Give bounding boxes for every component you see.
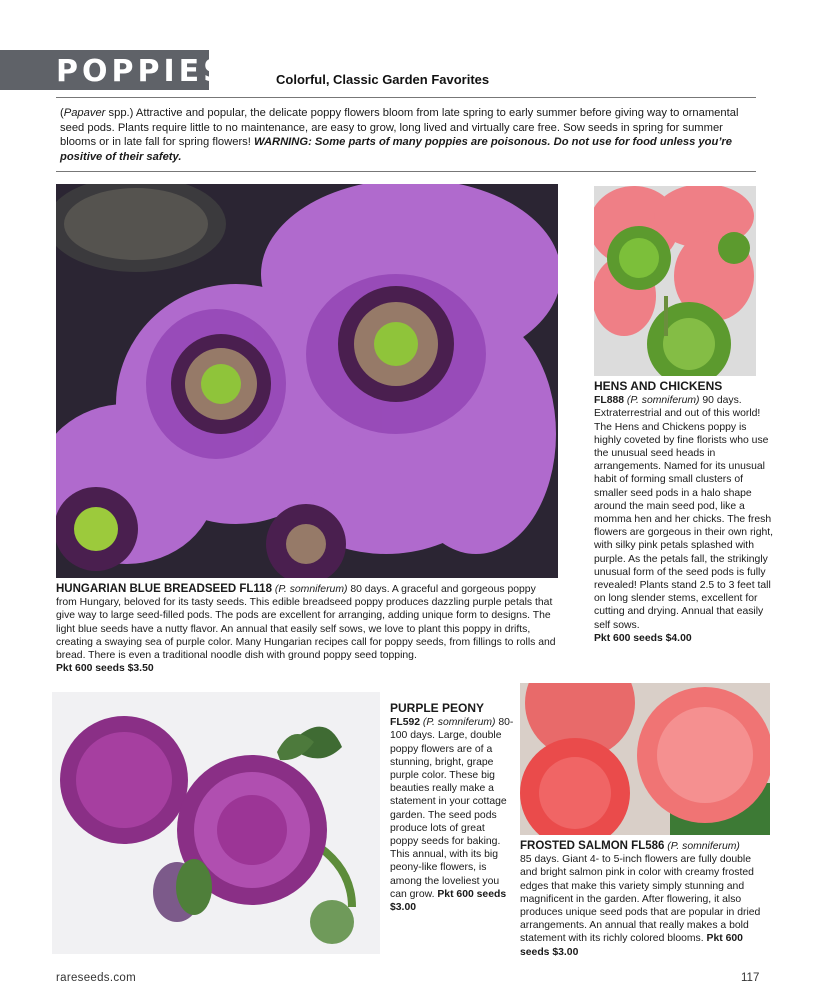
- frosted-salmon-photo: [520, 683, 770, 835]
- frosted-salmon-price: Pkt 600 seeds $3.00: [520, 933, 743, 958]
- hens-description: [594, 380, 774, 645]
- hungarian-text: 80 days. A graceful and gorgeous poppy from Hungary, beloved for its tasty seeds. This edible breadseed poppy produces dazzling purple petals that give way to large seed-filled pods. The pods are excellent for arranging, adding unique form to designs. The light blue seeds have a nutty flavor. An annual that easily self sows, we love to plant this poppy in drifts, creating a swaying sea of purple color. Many Hungarian recipes call for poppy seeds, from fillings to rolls and bread. There is even a traditional noodle dish with ground poppy seed topping.: [56, 584, 556, 662]
- hungarian-name: HUNGARIAN BLUE BREADSEED FL118: [56, 583, 272, 595]
- intro-warning: WARNING: Some parts of many poppies are poisonous. Do not use for food unless you’re positive of their safety.: [60, 136, 733, 163]
- page-title: POPPIES: [56, 54, 229, 89]
- hens-and-chickens-photo: [594, 186, 756, 376]
- hens-name: HENS AND CHICKENS: [594, 379, 723, 393]
- title-banner: [0, 50, 229, 90]
- purple-peony-name: PURPLE PEONY: [390, 701, 485, 715]
- frosted-salmon-species: (P. somniferum): [667, 841, 740, 852]
- hungarian-description: [56, 583, 558, 675]
- hens-code: FL888: [594, 395, 625, 407]
- page-number: 117: [741, 972, 760, 984]
- intro-divider: [56, 171, 756, 172]
- intro-text: spp.) Attractive and popular, the delicate poppy flowers bloom from late spring to early summer before giving way to ornamental seed pods. Plants require little to no maintenance, are easy to grow, long lived and virtually care free. Sow seeds in spring for summer blooms or in late fall for spring flowers!: [60, 107, 739, 148]
- intro-genus: Papaver: [63, 107, 106, 119]
- footer-website: rareseeds.com: [56, 972, 136, 984]
- purple-peony-price: Pkt 600 seeds $3.00: [390, 888, 507, 914]
- page-subtitle: Colorful, Classic Garden Favorites: [276, 72, 490, 87]
- frosted-salmon-name: FROSTED SALMON FL586: [520, 840, 665, 852]
- frosted-salmon-description: [520, 840, 770, 959]
- top-divider: [56, 97, 756, 98]
- hungarian-blue-photo: [56, 184, 558, 578]
- hungarian-price: Pkt 600 seeds $3.50: [56, 663, 154, 675]
- hens-text: 90 days. Extraterrestrial and out of this world! The Hens and Chickens poppy is highly coveted by fine florists who use the unusual seed heads in arrangements. Named for its unusual habit of forming small clusters of smaller seed pods in a halo shape around the main seed pod, like a momma hen and her chicks. The fresh flowers are gorgeous in their own right, with silky pink petals splashed with purple. As the petals fall, the strikingly unusual form of the seed pods is fully revealed! Plants stand 2.5 to 3 feet tall on long slender stems, excellent for cutting and drying. Annual that easily self sows.: [594, 395, 774, 631]
- hens-price: Pkt 600 seeds $4.00: [594, 632, 692, 644]
- purple-peony-text: 80-100 days. Large, double poppy flowers are of a stunning, bright, grape purple color. These big beauties really make a statement in your cottage garden. The seed pods produce lots of great poppy seeds for baking. This annual, with its big peony-like flowers, is among the loveliest you can grow.: [390, 717, 514, 900]
- purple-peony-description: [390, 702, 514, 914]
- frosted-salmon-text: 85 days. Giant 4- to 5-inch flowers are fully double and bright salmon pink in color with creamy frosted edges that make this variety simply stunning and magnificent in the garden. After flowering, it also produces unique seed pods that are popular in dried arrangements. An annual that really makes a bold statement with its richly colored blooms.: [520, 854, 761, 945]
- hens-species: (P. somniferum): [626, 395, 700, 407]
- hungarian-species: (P. somniferum): [274, 584, 348, 595]
- purple-peony-species: (P. somniferum): [422, 717, 496, 729]
- intro-paragraph: (Papaver spp.) Attractive and popular, the delicate poppy flowers bloom from late spring to early summer before giving way to ornamental seed pods. Plants require little to no maintenance, are easy to grow, long lived and virtually care free. Sow seeds in spring for summer blooms or in late fall for spring flowers! WARNING: Some parts of many poppies are poisonous. Do not use for food unless you’re positive of their safety.: [60, 107, 739, 163]
- purple-peony-code: FL592: [390, 717, 421, 729]
- purple-peony-photo: [52, 692, 380, 954]
